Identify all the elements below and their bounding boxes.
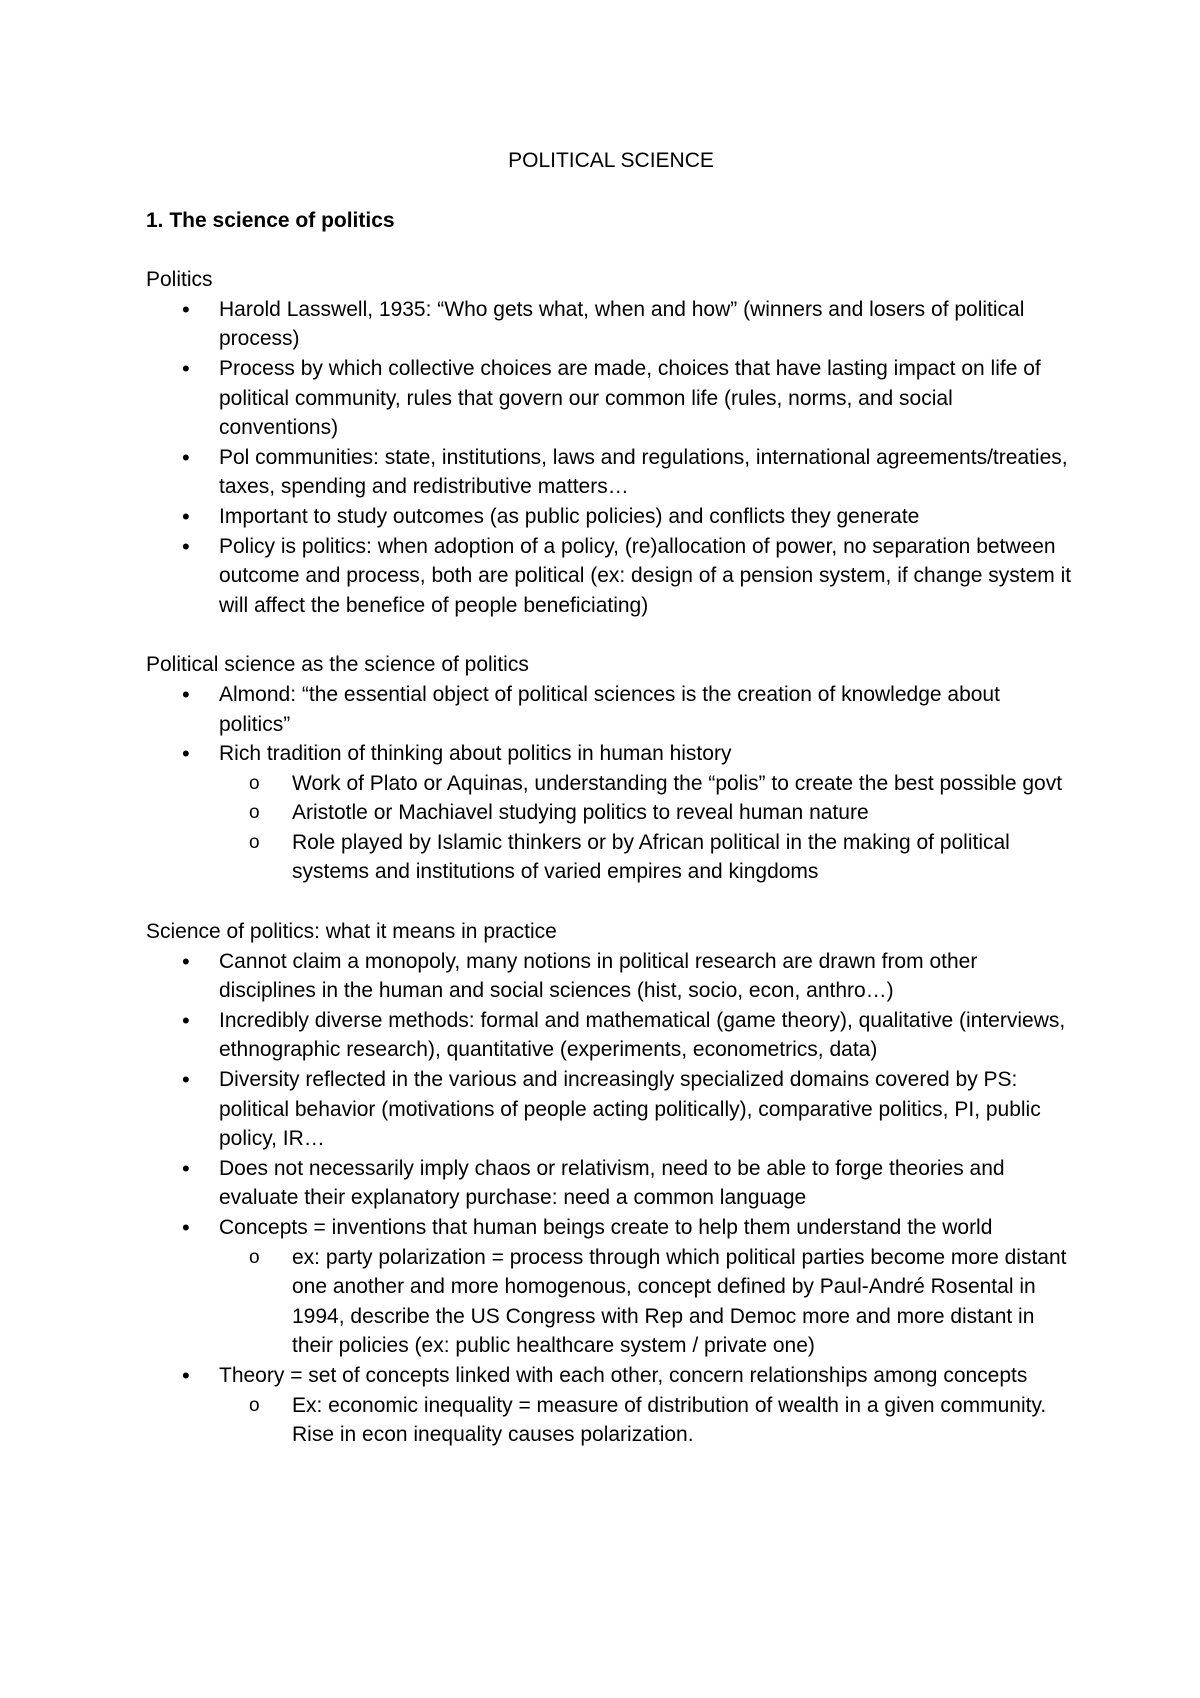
list-item xyxy=(146,739,1076,887)
list-item-text: Rich tradition of thinking about politics in human history xyxy=(219,742,732,766)
list-item: • Policy is politics: when adoption of a policy, (re)allocation of power, no separation between outcome and process, both are political (ex: design of a pension system, if change system it will affect the benefice of people beneficiating) xyxy=(146,532,1076,621)
list-item: • Incredibly diverse methods: formal and mathematical (game theory), qualitative (interviews, ethnographic research), quantitative (experiments, econometrics, data) xyxy=(146,1006,1076,1065)
political-science-list xyxy=(146,680,1076,887)
sub-list-item: o Role played by Islamic thinkers or by African political in the making of political systems and institutions of varied empires and kingdoms xyxy=(219,828,1076,887)
list-item: • Process by which collective choices are made, choices that have lasting impact on life of political community, rules that govern our common life (rules, norms, and social conventions) xyxy=(146,354,1076,443)
political-science-label: Political science as the science of politics xyxy=(146,653,529,677)
list-item: • Important to study outcomes (as public policies) and conflicts they generate xyxy=(146,502,1076,532)
list-item: • Almond: “the essential object of political sciences is the creation of knowledge about politics” xyxy=(146,680,1076,739)
sub-list-item: o ex: party polarization = process through which political parties become more distant one another and more homogenous, concept defined by Paul-André Rosental in 1994, describe the US Congress with Rep and Democ more and more distant in their policies (ex: public healthcare system / private one) xyxy=(219,1243,1076,1361)
list-item: • Cannot claim a monopoly, many notions in political research are drawn from other disciplines in the human and social sciences (hist, socio, econ, anthro…) xyxy=(146,947,1076,1006)
document-body xyxy=(146,146,1076,1450)
section-heading: 1. The science of politics xyxy=(146,208,395,232)
politics-label: Politics xyxy=(146,268,213,292)
list-item-text: Concepts = inventions that human beings create to help them understand the world xyxy=(219,1216,993,1239)
sub-list xyxy=(219,1243,1076,1361)
list-item xyxy=(146,1213,1076,1361)
politics-list xyxy=(146,295,1076,621)
list-item-text: Theory = set of concepts linked with each other, concern relationships among concepts xyxy=(219,1363,1028,1387)
list-item: • Diversity reflected in the various and increasingly specialized domains covered by PS: political behavior (motivations of people acting politically), comparative politics, PI, public policy, IR… xyxy=(146,1065,1076,1154)
sub-list-item: o Work of Plato or Aquinas, understanding the “polis” to create the best possible govt xyxy=(219,769,1076,799)
practice-list xyxy=(146,947,1076,1450)
list-item: • Harold Lasswell, 1935: “Who gets what, when and how” (winners and losers of political process) xyxy=(146,295,1076,354)
sub-list-item: o Aristotle or Machiavel studying politics to reveal human nature xyxy=(219,798,1076,828)
sub-list xyxy=(219,1391,1076,1450)
page-title: POLITICAL SCIENCE xyxy=(508,149,714,172)
list-item: • Does not necessarily imply chaos or relativism, need to be able to forge theories and evaluate their explanatory purchase: need a common language xyxy=(146,1154,1076,1213)
practice-label: Science of politics: what it means in practice xyxy=(146,920,557,944)
list-item: • Pol communities: state, institutions, laws and regulations, international agreements/treaties, taxes, spending and redistributive matters… xyxy=(146,443,1076,502)
sub-list xyxy=(219,769,1076,887)
sub-list-item: o Ex: economic inequality = measure of distribution of wealth in a given community. Rise in econ inequality causes polarization. xyxy=(219,1391,1076,1450)
list-item xyxy=(146,1361,1076,1450)
